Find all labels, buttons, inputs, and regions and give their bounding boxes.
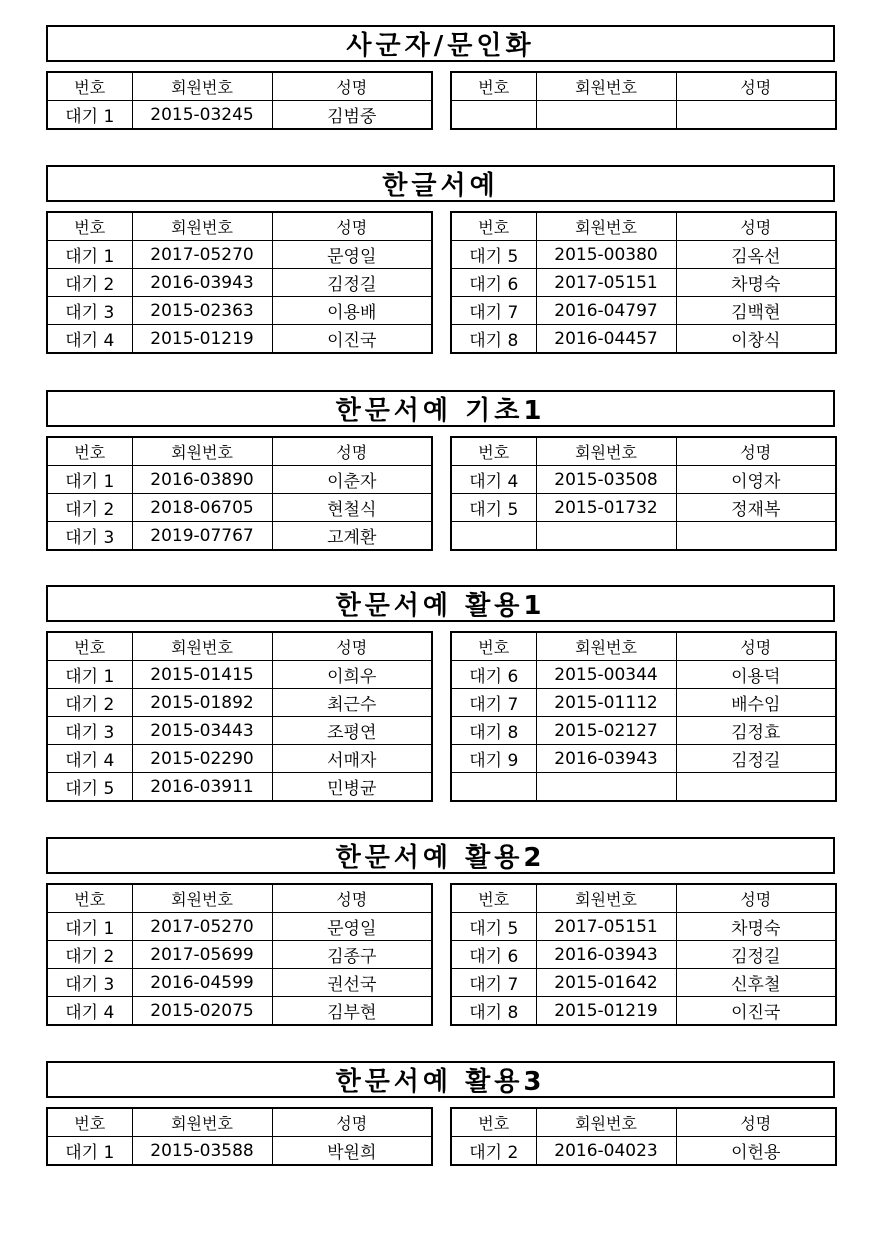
cell-name: 김정길 <box>272 269 432 297</box>
header-name: 성명 <box>272 884 432 913</box>
cell-number: 대기 4 <box>451 466 536 494</box>
right-roster-table <box>450 631 837 802</box>
right-roster-table <box>450 211 837 354</box>
table-row <box>47 494 432 522</box>
cell-number: 대기 3 <box>47 297 132 325</box>
table-header-row <box>47 632 432 661</box>
cell-member-id: 2015-01415 <box>132 661 272 689</box>
header-number: 번호 <box>451 632 536 661</box>
header-name: 성명 <box>676 1108 836 1137</box>
header-name: 성명 <box>676 72 836 101</box>
header-member-id: 회원번호 <box>132 632 272 661</box>
cell-member-id: 2015-01219 <box>132 325 272 354</box>
cell-name: 김정길 <box>676 941 836 969</box>
cell-number: 대기 2 <box>451 1137 536 1166</box>
header-name: 성명 <box>272 72 432 101</box>
cell-name: 김정효 <box>676 717 836 745</box>
cell-member-id: 2016-04457 <box>536 325 676 354</box>
table-row <box>451 745 836 773</box>
table-row <box>451 773 836 802</box>
cell-member-id: 2016-04023 <box>536 1137 676 1166</box>
cell-number <box>451 101 536 130</box>
right-roster-table <box>450 1107 837 1166</box>
table-row <box>47 241 432 269</box>
cell-member-id: 2015-01642 <box>536 969 676 997</box>
header-member-id: 회원번호 <box>536 212 676 241</box>
header-name: 성명 <box>272 1108 432 1137</box>
cell-name: 현철식 <box>272 494 432 522</box>
section-6 <box>46 1061 835 1165</box>
cell-member-id: 2017-05270 <box>132 913 272 941</box>
header-member-id: 회원번호 <box>132 437 272 466</box>
section-title: 사군자/문인화 <box>46 25 835 62</box>
cell-number: 대기 6 <box>451 661 536 689</box>
header-member-id: 회원번호 <box>132 884 272 913</box>
section-title: 한문서예 활용1 <box>46 585 835 622</box>
table-row <box>451 494 836 522</box>
header-member-id: 회원번호 <box>536 72 676 101</box>
cell-member-id: 2015-01892 <box>132 689 272 717</box>
table-header-row <box>47 212 432 241</box>
section-2 <box>46 165 835 353</box>
table-row <box>451 269 836 297</box>
section-tables <box>46 71 835 129</box>
table-header-row <box>451 1108 836 1137</box>
cell-number: 대기 6 <box>451 269 536 297</box>
cell-member-id <box>536 773 676 802</box>
cell-member-id: 2016-04599 <box>132 969 272 997</box>
left-roster-table <box>46 71 433 130</box>
table-header-row <box>451 72 836 101</box>
cell-name: 정재복 <box>676 494 836 522</box>
table-row <box>47 661 432 689</box>
header-name: 성명 <box>272 212 432 241</box>
cell-member-id <box>536 101 676 130</box>
table-row <box>47 325 432 354</box>
section-5 <box>46 837 835 1025</box>
cell-member-id: 2015-00380 <box>536 241 676 269</box>
section-tables <box>46 631 835 801</box>
cell-number: 대기 7 <box>451 689 536 717</box>
cell-number: 대기 4 <box>47 745 132 773</box>
right-roster-table <box>450 71 837 130</box>
cell-name: 문영일 <box>272 241 432 269</box>
table-row <box>47 269 432 297</box>
left-roster-table <box>46 883 433 1026</box>
cell-number: 대기 3 <box>47 969 132 997</box>
table-row <box>451 241 836 269</box>
cell-number: 대기 3 <box>47 522 132 551</box>
section-tables <box>46 883 835 1025</box>
left-roster-table <box>46 1107 433 1166</box>
cell-number: 대기 1 <box>47 241 132 269</box>
table-row <box>451 941 836 969</box>
cell-member-id: 2015-02075 <box>132 997 272 1026</box>
table-row <box>451 466 836 494</box>
right-roster-table <box>450 436 837 551</box>
table-row <box>451 997 836 1026</box>
left-roster-table <box>46 631 433 802</box>
cell-number: 대기 7 <box>451 969 536 997</box>
header-member-id: 회원번호 <box>536 437 676 466</box>
table-row <box>451 913 836 941</box>
table-row <box>47 717 432 745</box>
cell-member-id: 2015-01112 <box>536 689 676 717</box>
cell-member-id <box>536 522 676 551</box>
cell-number: 대기 2 <box>47 494 132 522</box>
cell-member-id: 2017-05151 <box>536 269 676 297</box>
section-4 <box>46 585 835 801</box>
cell-number: 대기 1 <box>47 101 132 130</box>
cell-name: 이진국 <box>676 997 836 1026</box>
cell-number: 대기 4 <box>47 997 132 1026</box>
section-tables <box>46 436 835 550</box>
cell-name <box>676 522 836 551</box>
section-title: 한문서예 활용2 <box>46 837 835 874</box>
table-row <box>47 969 432 997</box>
header-member-id: 회원번호 <box>132 212 272 241</box>
header-name: 성명 <box>272 437 432 466</box>
table-row <box>451 297 836 325</box>
cell-number: 대기 9 <box>451 745 536 773</box>
header-number: 번호 <box>47 884 132 913</box>
cell-member-id: 2016-03943 <box>132 269 272 297</box>
cell-member-id: 2015-03443 <box>132 717 272 745</box>
cell-number: 대기 8 <box>451 325 536 354</box>
cell-member-id: 2019-07767 <box>132 522 272 551</box>
cell-name: 김부현 <box>272 997 432 1026</box>
header-number: 번호 <box>47 72 132 101</box>
table-row <box>47 941 432 969</box>
section-title: 한문서예 활용3 <box>46 1061 835 1098</box>
table-row <box>47 1137 432 1166</box>
cell-name: 고계환 <box>272 522 432 551</box>
header-name: 성명 <box>676 884 836 913</box>
left-roster-table <box>46 436 433 551</box>
cell-name: 서매자 <box>272 745 432 773</box>
cell-member-id: 2015-03588 <box>132 1137 272 1166</box>
cell-number <box>451 773 536 802</box>
table-row <box>47 466 432 494</box>
header-name: 성명 <box>676 212 836 241</box>
section-3 <box>46 390 835 550</box>
table-header-row <box>47 72 432 101</box>
cell-member-id: 2016-03943 <box>536 745 676 773</box>
cell-member-id: 2015-01219 <box>536 997 676 1026</box>
cell-number <box>451 522 536 551</box>
header-number: 번호 <box>47 632 132 661</box>
cell-member-id: 2015-02127 <box>536 717 676 745</box>
cell-name: 이춘자 <box>272 466 432 494</box>
table-header-row <box>451 632 836 661</box>
header-member-id: 회원번호 <box>536 632 676 661</box>
section-title: 한문서예 기초1 <box>46 390 835 427</box>
cell-number: 대기 5 <box>451 494 536 522</box>
cell-name: 이용덕 <box>676 661 836 689</box>
cell-number: 대기 1 <box>47 661 132 689</box>
cell-name <box>676 101 836 130</box>
cell-name: 김백현 <box>676 297 836 325</box>
cell-name: 이진국 <box>272 325 432 354</box>
cell-member-id: 2016-03943 <box>536 941 676 969</box>
table-row <box>47 997 432 1026</box>
header-name: 성명 <box>676 632 836 661</box>
table-row <box>451 717 836 745</box>
cell-number: 대기 5 <box>47 773 132 802</box>
header-number: 번호 <box>451 212 536 241</box>
right-roster-table <box>450 883 837 1026</box>
table-row <box>451 101 836 130</box>
cell-number: 대기 3 <box>47 717 132 745</box>
table-header-row <box>47 437 432 466</box>
cell-name: 이창식 <box>676 325 836 354</box>
cell-name: 조평연 <box>272 717 432 745</box>
table-header-row <box>451 437 836 466</box>
cell-name: 차명숙 <box>676 913 836 941</box>
cell-number: 대기 1 <box>47 1137 132 1166</box>
table-header-row <box>451 212 836 241</box>
cell-number: 대기 8 <box>451 717 536 745</box>
table-row <box>47 689 432 717</box>
cell-member-id: 2016-03911 <box>132 773 272 802</box>
cell-name: 김정길 <box>676 745 836 773</box>
left-roster-table <box>46 211 433 354</box>
cell-member-id: 2018-06705 <box>132 494 272 522</box>
cell-name: 김옥선 <box>676 241 836 269</box>
cell-name: 이용배 <box>272 297 432 325</box>
cell-member-id: 2015-03508 <box>536 466 676 494</box>
cell-name: 김종구 <box>272 941 432 969</box>
table-row <box>47 745 432 773</box>
cell-member-id: 2016-03890 <box>132 466 272 494</box>
table-row <box>451 522 836 551</box>
header-member-id: 회원번호 <box>536 884 676 913</box>
cell-number: 대기 7 <box>451 297 536 325</box>
cell-number: 대기 5 <box>451 241 536 269</box>
cell-number: 대기 2 <box>47 689 132 717</box>
cell-number: 대기 2 <box>47 269 132 297</box>
header-number: 번호 <box>47 437 132 466</box>
table-row <box>451 689 836 717</box>
header-member-id: 회원번호 <box>536 1108 676 1137</box>
section-title: 한글서예 <box>46 165 835 202</box>
cell-member-id: 2017-05270 <box>132 241 272 269</box>
cell-member-id: 2015-02363 <box>132 297 272 325</box>
cell-name: 최근수 <box>272 689 432 717</box>
table-row <box>47 522 432 551</box>
cell-name: 문영일 <box>272 913 432 941</box>
table-row <box>47 101 432 130</box>
header-name: 성명 <box>676 437 836 466</box>
table-header-row <box>47 884 432 913</box>
cell-member-id: 2015-02290 <box>132 745 272 773</box>
table-header-row <box>47 1108 432 1137</box>
table-row <box>47 773 432 802</box>
table-header-row <box>451 884 836 913</box>
cell-number: 대기 4 <box>47 325 132 354</box>
cell-name: 민병균 <box>272 773 432 802</box>
header-member-id: 회원번호 <box>132 72 272 101</box>
section-1 <box>46 25 835 129</box>
cell-name: 차명숙 <box>676 269 836 297</box>
cell-name: 박원희 <box>272 1137 432 1166</box>
section-tables <box>46 211 835 353</box>
cell-member-id: 2016-04797 <box>536 297 676 325</box>
cell-member-id: 2017-05151 <box>536 913 676 941</box>
header-number: 번호 <box>451 1108 536 1137</box>
cell-number: 대기 6 <box>451 941 536 969</box>
table-row <box>451 969 836 997</box>
cell-name <box>676 773 836 802</box>
table-row <box>451 661 836 689</box>
header-number: 번호 <box>451 437 536 466</box>
table-row <box>47 913 432 941</box>
cell-number: 대기 5 <box>451 913 536 941</box>
cell-name: 이헌용 <box>676 1137 836 1166</box>
cell-member-id: 2015-01732 <box>536 494 676 522</box>
cell-number: 대기 2 <box>47 941 132 969</box>
cell-member-id: 2015-03245 <box>132 101 272 130</box>
cell-number: 대기 1 <box>47 913 132 941</box>
header-number: 번호 <box>47 212 132 241</box>
cell-name: 배수임 <box>676 689 836 717</box>
cell-number: 대기 1 <box>47 466 132 494</box>
cell-name: 신후철 <box>676 969 836 997</box>
cell-member-id: 2017-05699 <box>132 941 272 969</box>
header-member-id: 회원번호 <box>132 1108 272 1137</box>
cell-name: 권선국 <box>272 969 432 997</box>
cell-name: 이희우 <box>272 661 432 689</box>
table-row <box>451 325 836 354</box>
table-row <box>47 297 432 325</box>
header-name: 성명 <box>272 632 432 661</box>
cell-name: 이영자 <box>676 466 836 494</box>
section-tables <box>46 1107 835 1165</box>
cell-member-id: 2015-00344 <box>536 661 676 689</box>
header-number: 번호 <box>47 1108 132 1137</box>
cell-number: 대기 8 <box>451 997 536 1026</box>
table-row <box>451 1137 836 1166</box>
header-number: 번호 <box>451 884 536 913</box>
cell-name: 김범중 <box>272 101 432 130</box>
header-number: 번호 <box>451 72 536 101</box>
